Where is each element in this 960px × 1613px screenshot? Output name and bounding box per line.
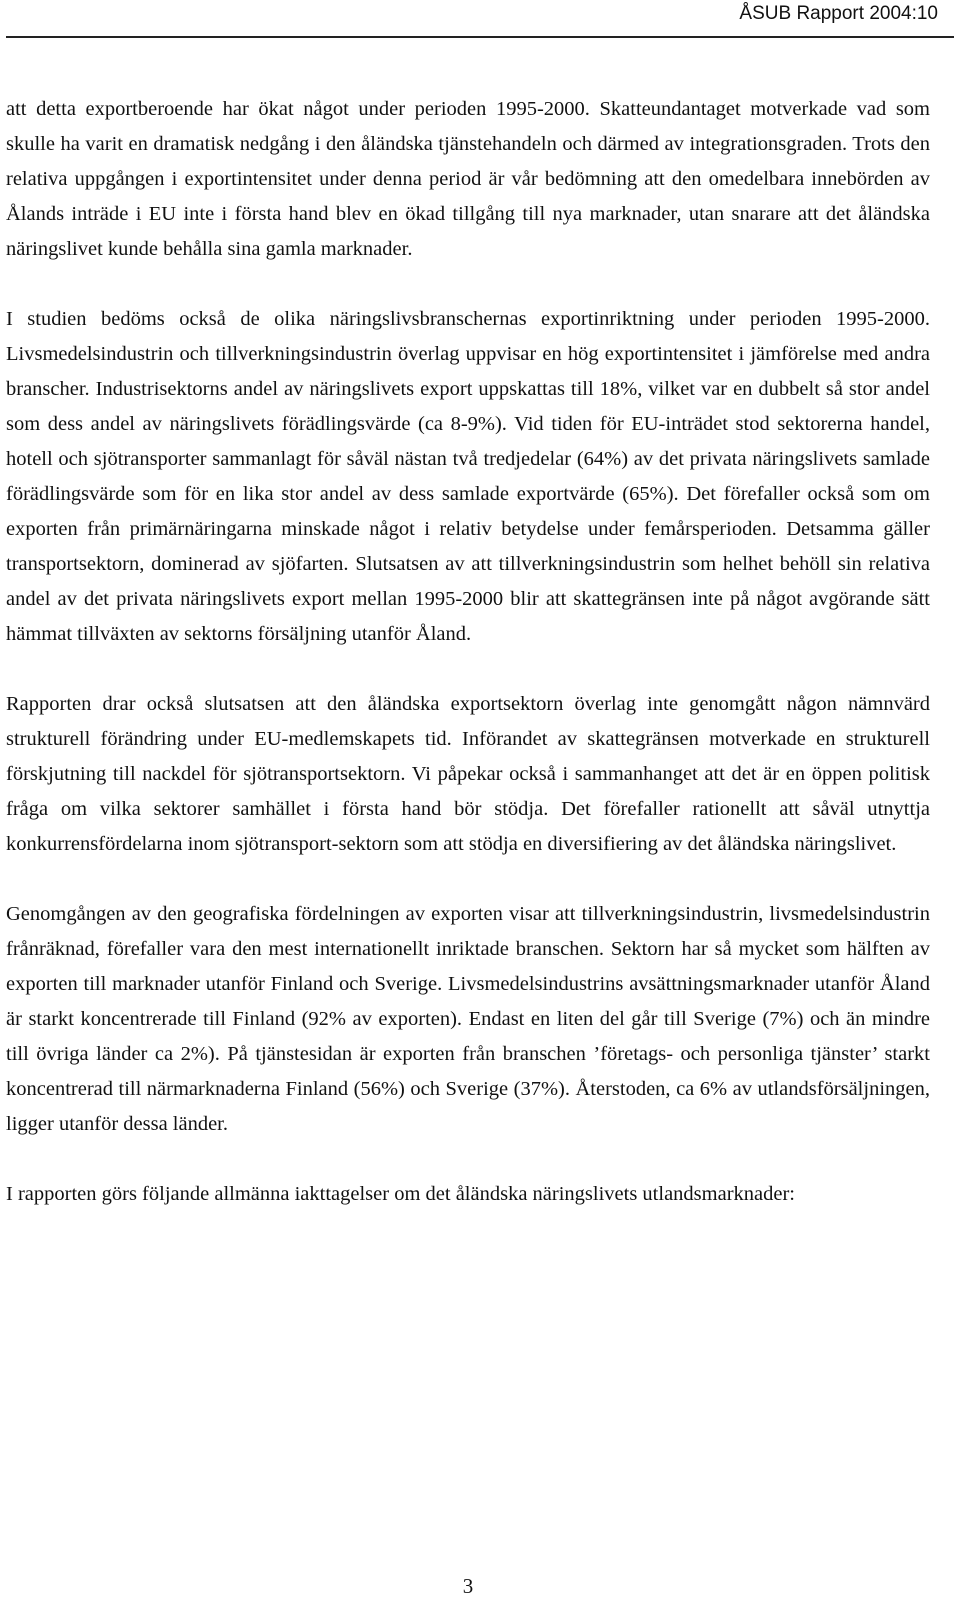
paragraph-geographic-distribution: Genomgången av den geografiska fördelningen av exporten visar att tillverkningsindustrin, livsmedelsindustrin frånräknad, förefaller vara den mest internationellt inriktade branschen. Sektorn har så mycket som hälften av exporten till marknader utanför Finland och Sverige. Livsmedelsindustrins avsättningsmarknader utanför Åland är starkt koncentrerade till Finland (92% av exporten). Endast en liten del går till Sverige (7%) och än mindre till övriga länder ca 2%). På tjänstesidan är exporten från branschen ’företags- och personliga tjänster’ starkt koncentrerad till närmarknaderna Finland (56%) och Sverige (37%). Återstoden, ca 6% av utlandsförsäljningen, ligger utanför dessa länder. (6, 903, 930, 1135)
page-number: 3 (462, 1574, 474, 1598)
paragraph-observations-intro: I rapporten görs följande allmänna iakttagelser om det åländska näringslivets utlandsmarknader: (6, 1183, 795, 1205)
paragraph-structural-change: Rapporten drar också slutsatsen att den åländska exportsektorn överlag inte genomgått någon nämnvärd strukturell förändring under EU-medlemskapets tid. Införandet av skattegränsen motverkade en strukturell förskjutning till nackdel för sjötransportsektorn. Vi påpekar också i sammanhanget att det är en öppen politisk fråga om vilka sektorer samhället i första hand bör stödja. Det förefaller rationellt att såväl utnyttja konkurrensfördelarna inom sjötransport-sektorn som att stödja en diversifiering av det åländska näringslivet. (6, 693, 930, 855)
paragraph-export-dependence: att detta exportberoende har ökat något under perioden 1995-2000. Skatteundantaget motverkade vad som skulle ha varit en dramatisk nedgång i den åländska tjänstehandeln och därmed av integrationsgraden. Trots den relativa uppgången i exportintensitet under denna period är vår bedömning att den omedelbara innebörden av Ålands inträde i EU inte i första hand blev en ökad tillgång till nya marknader, utan snarare att det åländska näringslivet kunde behålla sina gamla marknader. (6, 98, 930, 260)
header-divider (6, 36, 954, 38)
report-title: ÅSUB Rapport 2004:10 (739, 3, 938, 24)
paragraph-sector-export: I studien bedöms också de olika näringslivsbranschernas exportinriktning under perioden 1995-2000. Livsmedelsindustrin och tillverkningsindustrin överlag uppvisar en hög exportintensitet i jämförelse med andra branscher. Industrisektorns andel av näringslivets export uppskattas till 18%, vilket var en dubbelt så stor andel som dess andel av näringslivets förädlingsvärde (ca 8-9%). Vid tiden för EU-inträdet stod sektorerna handel, hotell och sjötransporter sammanlagt för såväl nästan två tredjedelar (64%) av det privata näringslivets samlade förädlingsvärde som för en lika stor andel av dess samlade exportvärde (65%). Det förefaller också som om exporten från primärnäringarna minskade något i relativ betydelse under femårsperioden. Detsamma gäller transportsektorn, dominerad av sjöfarten. Slutsatsen av att tillverkningsindustrin som helhet behöll sin relativa andel av det privata näringslivets export mellan 1995-2000 blir att skattegränsen inte på något avgörande sätt hämmat tillväxten av sektorns försäljning utanför Åland. (6, 308, 930, 645)
body-text (6, 92, 930, 1247)
page-header (0, 0, 960, 40)
